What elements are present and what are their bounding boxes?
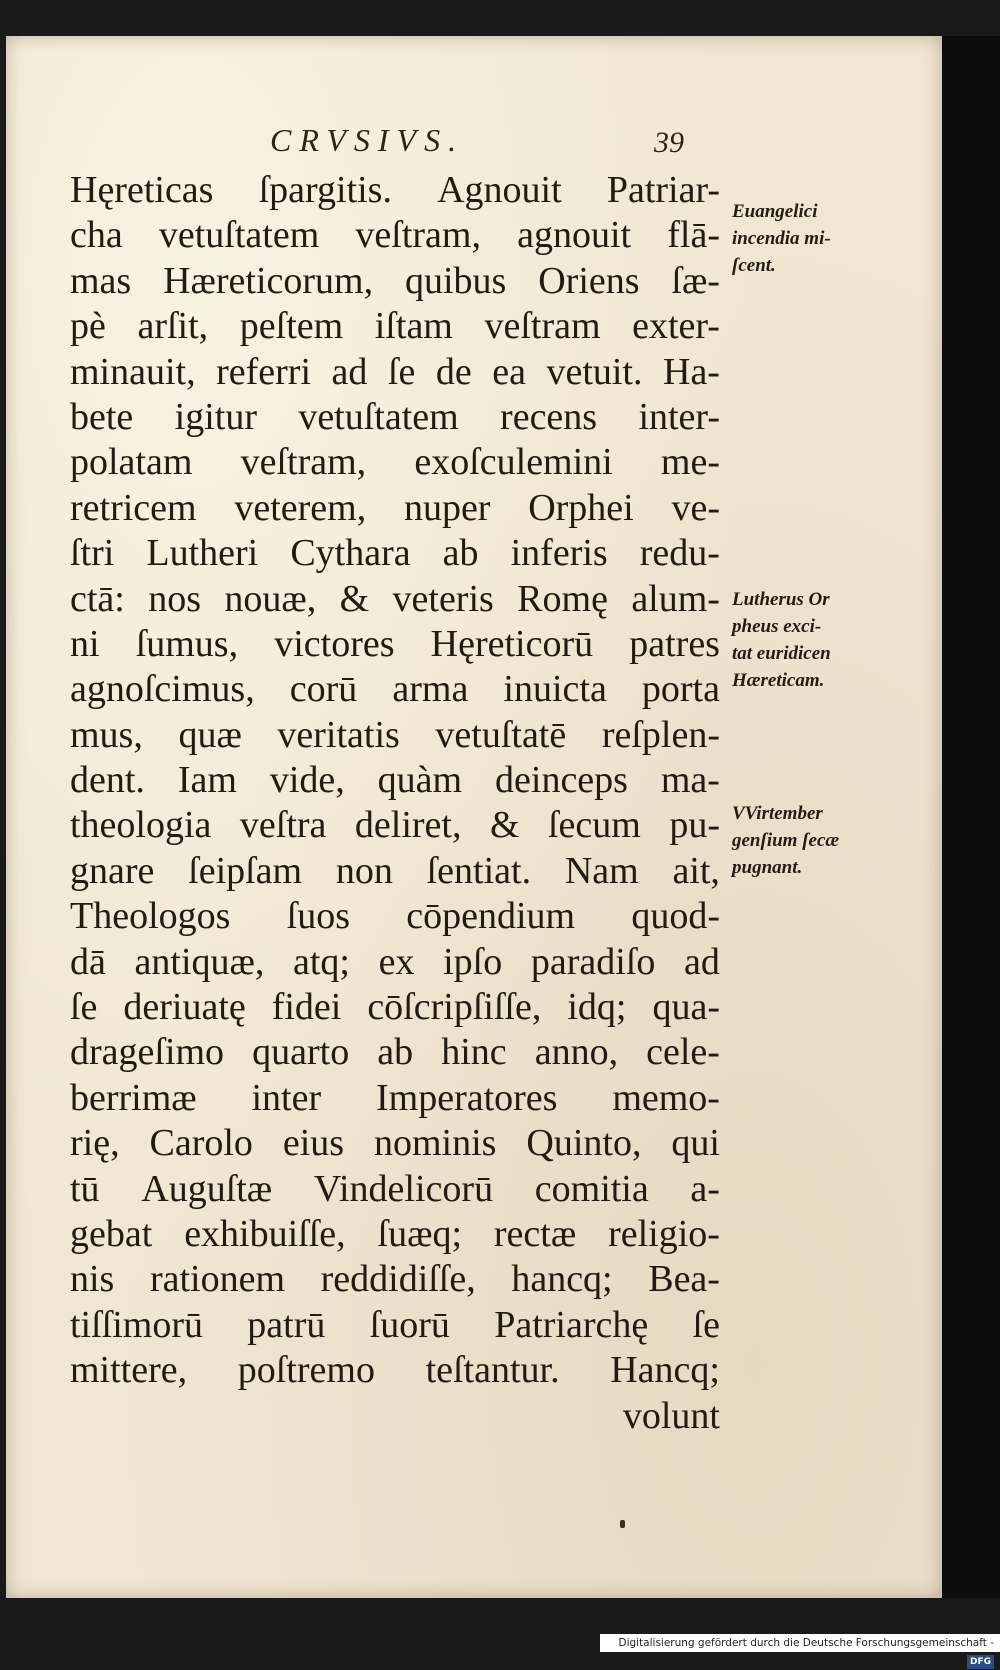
page-number: 39	[654, 126, 684, 159]
text-line: nis rationem reddidiſſe, hancq; Bea-	[70, 1258, 720, 1301]
marginal-note-line: tat euridicen	[732, 643, 831, 664]
text-line: dent. Iam vide, quàm deinceps ma-	[70, 759, 720, 802]
text-line: ſtri Lutheri Cythara ab inferis redu-	[70, 532, 720, 575]
marginal-note-2	[732, 586, 874, 694]
text-line: mas Hæreticorum, quibus Oriens ſæ-	[70, 259, 720, 302]
marginal-note-line: Lutherus Or	[732, 589, 830, 610]
text-line: agnoſcimus, corū arma inuicta porta	[70, 668, 720, 711]
text-line: tiſſimorū patrū ſuorū Patriarchę ſe	[70, 1303, 720, 1346]
marginal-note-line: pugnant.	[732, 857, 803, 878]
footer-credit-text: Digitalisierung gefördert durch die Deutsche Forschungsgemeinschaft -	[618, 1637, 994, 1649]
text-line: Hęreticas ſpargitis. Agnouit Patriar-	[70, 169, 720, 211]
marginal-note-line: Hæreticam.	[732, 670, 825, 691]
text-line: gnare ſeipſam non ſentiat. Nam ait,	[70, 849, 720, 892]
text-line: ctā: nos nouæ, & veteris Romę alum-	[70, 577, 720, 620]
catchword: volunt	[622, 1394, 720, 1437]
text-line: mus, quæ veritatis vetuſtatē reſplen-	[70, 713, 720, 756]
text-line: ni ſumus, victores Hęreticorū patres	[70, 622, 720, 665]
text-line: bete igitur vetuſtatem recens inter-	[70, 395, 720, 438]
text-line: theologia veſtra deliret, & ſecum pu-	[70, 804, 720, 847]
dfg-logo: DFG	[967, 1655, 994, 1669]
marginal-note-line: VVirtember	[732, 803, 823, 824]
text-line: drageſimo quarto ab hinc anno, cele-	[70, 1031, 720, 1074]
text-line: ſe deriuatę fidei cōſcripſiſſe, idq; qua-	[70, 986, 720, 1029]
marginal-note-1	[732, 198, 874, 279]
main-text-block	[70, 168, 720, 1439]
marginal-note-line: ſcent.	[732, 255, 776, 276]
running-title: CRVSIVS.	[270, 122, 465, 158]
marginal-note-line: Euangelici	[732, 201, 818, 222]
text-line: Theologos ſuos cōpendium quod-	[70, 895, 720, 938]
text-line: pè arſit, peſtem iſtam veſtram exter-	[70, 305, 720, 348]
text-line: dā antiquæ, atq; ex ipſo paradiſo ad	[70, 940, 720, 983]
text-line: cha vetuſtatem veſtram, agnouit flā-	[70, 214, 720, 257]
text-line: rię, Carolo eius nominis Quinto, qui	[70, 1122, 720, 1165]
text-line: retricem veterem, nuper Orphei ve-	[70, 486, 720, 529]
text-line: mittere, poſtremo teſtantur. Hancq;	[70, 1349, 720, 1392]
marginal-note-line: genſium ſecæ	[732, 830, 840, 851]
scan-edge	[942, 36, 1000, 1598]
marginal-note-line: pheus exci-	[732, 616, 822, 637]
text-line: tū Auguſtæ Vindelicorū comitia a-	[70, 1167, 720, 1210]
ink-speck	[620, 1520, 625, 1528]
marginal-note-3	[732, 800, 874, 881]
text-line: minauit, referri ad ſe de ea vetuit. Ha-	[70, 350, 720, 393]
text-line: berrimæ inter Imperatores memo-	[70, 1076, 720, 1119]
marginal-note-line: incendia mi-	[732, 228, 831, 249]
text-line: polatam veſtram, exoſculemini me-	[70, 441, 720, 484]
footer-credit	[600, 1634, 1000, 1667]
text-line: gebat exhibuiſſe, ſuæq; rectæ religio-	[70, 1212, 720, 1255]
